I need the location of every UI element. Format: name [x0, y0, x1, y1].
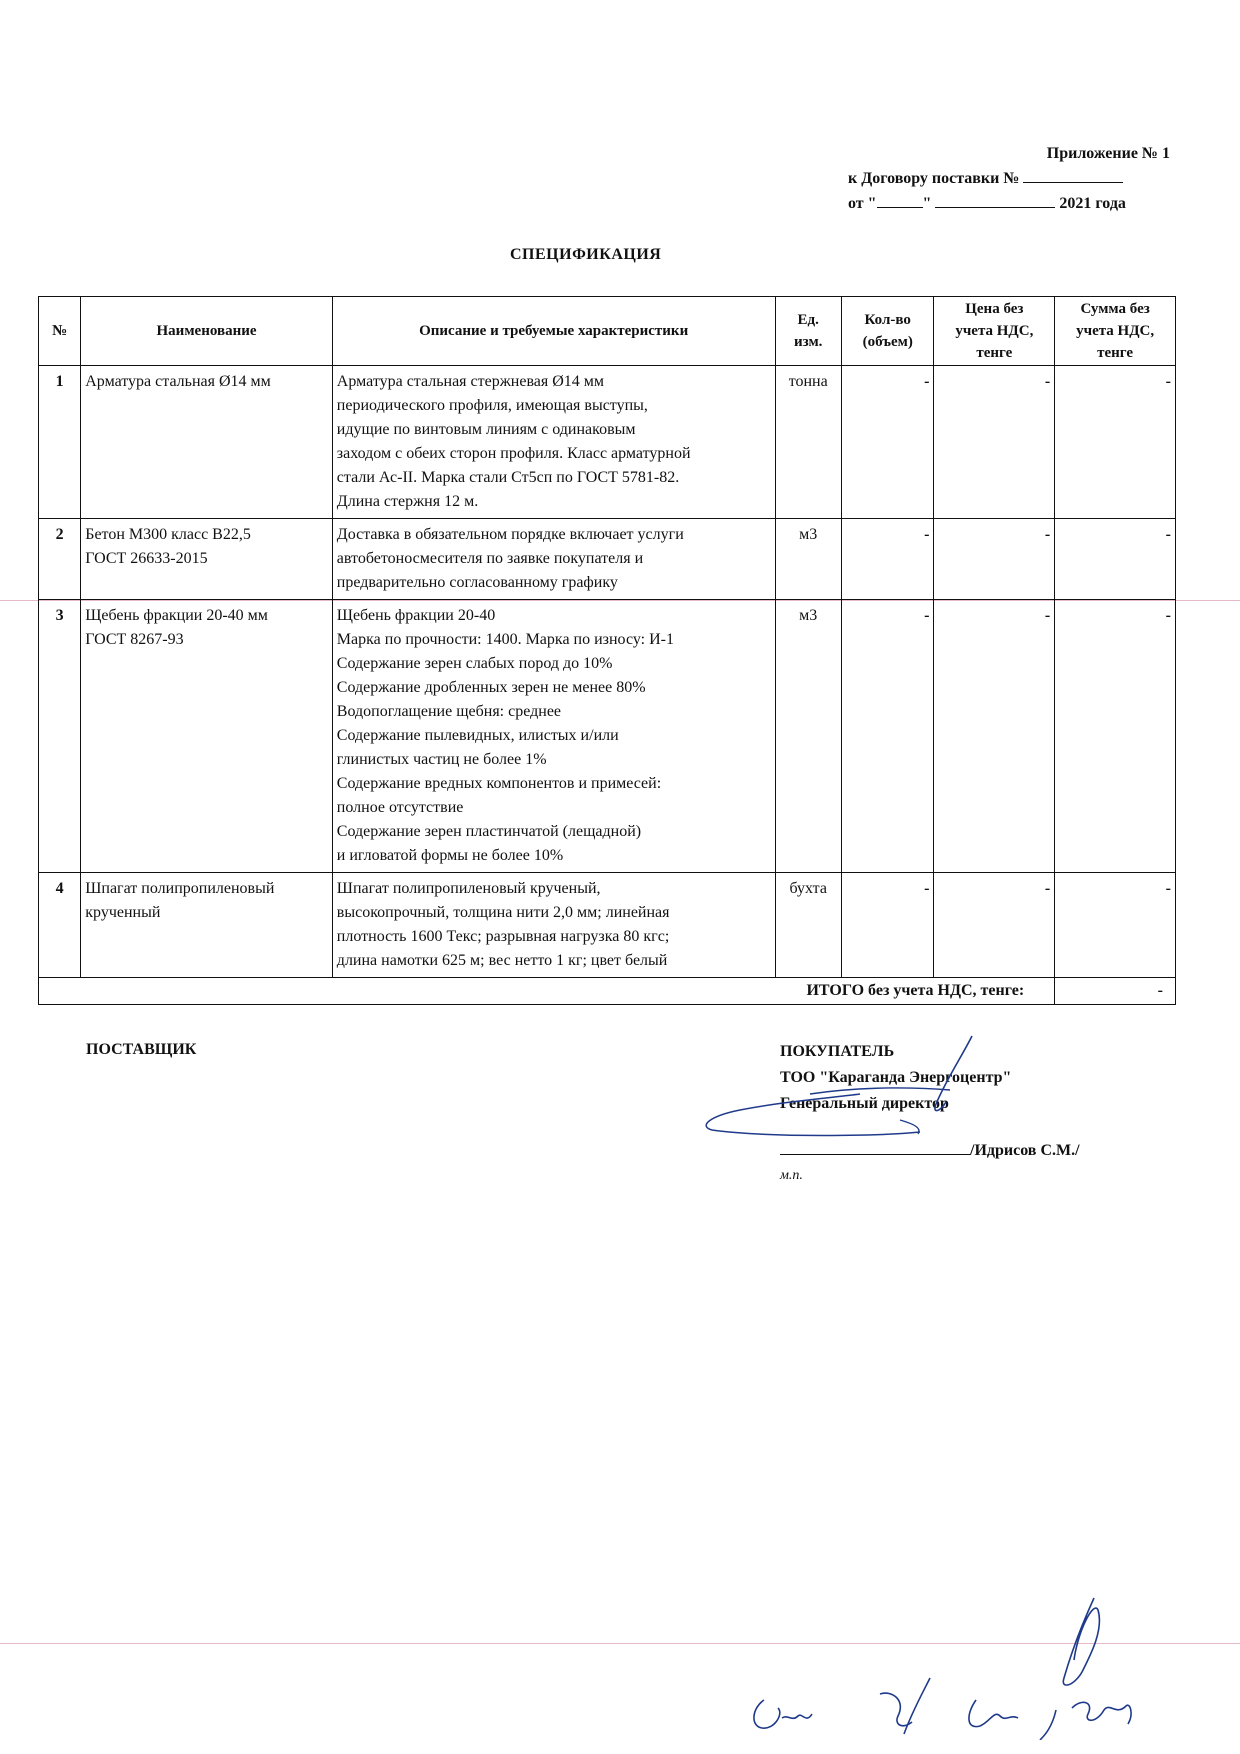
row-description-line: длина намотки 625 м; вес нетто 1 кг; цвет белый: [336, 952, 668, 969]
table-header-row: [39, 297, 1176, 366]
header-qty-line: (объем): [862, 334, 913, 350]
row-description-line: высокопрочный, толщина нити 2,0 мм; линейная: [336, 904, 670, 921]
row-description-line: автобетоносмесителя по заявке покупателя и: [336, 550, 644, 567]
row-unit: тонна: [775, 366, 841, 519]
contract-prefix: к Договору поставки №: [848, 170, 1020, 187]
row-description-line: Водопоглащение щебня: среднее: [336, 703, 562, 720]
header-price-line: учета НДС,: [955, 323, 1034, 339]
header-sum-line: Сумма без: [1080, 301, 1150, 317]
row-name-line: ГОСТ 8267-93: [85, 631, 184, 648]
header-price-line: тенге: [976, 345, 1013, 361]
row-description-line: и игловатой формы не более 10%: [336, 847, 564, 864]
table-row: [39, 600, 1176, 873]
page-initials-1: [744, 1688, 824, 1738]
header-description: Описание и требуемые характеристики: [332, 297, 775, 366]
date-day-blank: [877, 193, 923, 208]
buyer-position: Генеральный директор: [780, 1095, 949, 1112]
date-mid: ": [922, 195, 932, 212]
stamp-place-label: м.п.: [780, 1168, 803, 1183]
page-initials-2: [872, 1672, 952, 1742]
supplier-label: ПОСТАВЩИК: [86, 1041, 197, 1058]
row-description-line: Содержание дробленных зерен не менее 80%: [336, 679, 646, 696]
row-description-line: Содержание зерен пластинчатой (лещадной): [336, 823, 642, 840]
row-unit: м3: [775, 600, 841, 873]
row-description-line: Доставка в обязательном порядке включает услуги: [336, 526, 684, 543]
row-name-line: Шпагат полипропиленовый: [85, 880, 275, 897]
row-quantity: -: [841, 873, 934, 978]
row-name-line: Бетон М300 класс В22,5: [85, 526, 251, 543]
row-price: -: [934, 600, 1055, 873]
row-name: [81, 519, 333, 600]
row-name: [81, 366, 333, 519]
row-sum: -: [1055, 600, 1176, 873]
row-sum: -: [1055, 519, 1176, 600]
header-price-line: Цена без: [965, 301, 1024, 317]
row-description-line: периодического профиля, имеющая выступы,: [336, 397, 648, 414]
document-title: СПЕЦИФИКАЦИЯ: [510, 246, 662, 263]
page-initials-3: [960, 1690, 1030, 1740]
header-sum-line: тенге: [1097, 345, 1134, 361]
row-name-line: крученный: [85, 904, 161, 921]
row-description-line: предварительно согласованному графику: [336, 574, 618, 591]
row-unit: бухта: [775, 873, 841, 978]
row-name: [81, 600, 333, 873]
date-prefix: от ": [848, 195, 877, 212]
header-sum-line: учета НДС,: [1076, 323, 1155, 339]
row-price: -: [934, 873, 1055, 978]
row-number: 4: [39, 873, 81, 978]
specification-table: [38, 296, 1176, 1005]
row-quantity: -: [841, 600, 934, 873]
row-number: 2: [39, 519, 81, 600]
row-description-line: плотность 1600 Текс; разрывная нагрузка 80 кгс;: [336, 928, 670, 945]
row-description-line: Шпагат полипропиленовый крученый,: [336, 880, 601, 897]
table-row: [39, 366, 1176, 519]
row-description-line: полное отсутствие: [336, 799, 464, 816]
row-description-line: Марка по прочности: 1400. Марка по износу: И-1: [336, 631, 674, 648]
header-unit-line: изм.: [794, 334, 823, 350]
row-unit: м3: [775, 519, 841, 600]
header-name: Наименование: [81, 297, 333, 366]
row-description-line: Содержание зерен слабых пород до 10%: [336, 655, 613, 672]
annex-number: Приложение № 1: [1046, 145, 1170, 162]
buyer-signer-name: /Идрисов С.М./: [970, 1142, 1080, 1159]
table-row: [39, 519, 1176, 600]
row-description-line: идущие по винтовым линиям с одинаковым: [336, 421, 636, 438]
row-description-line: Содержание вредных компонентов и примесей:: [336, 775, 662, 792]
date-year: 2021 года: [1059, 195, 1126, 212]
row-price: -: [934, 519, 1055, 600]
row-description-line: заходом с обеих сторон профиля. Класс арматурной: [336, 445, 691, 462]
header-unit: [775, 297, 841, 366]
contract-number-blank: [1023, 168, 1123, 183]
header-num: №: [39, 297, 81, 366]
header-qty-line: Кол-во: [864, 312, 911, 328]
row-quantity: -: [841, 519, 934, 600]
row-name-line: Щебень фракции 20-40 мм: [85, 607, 268, 624]
buyer-label: ПОКУПАТЕЛЬ: [780, 1043, 895, 1060]
director-signature: [700, 1028, 990, 1153]
table-row: [39, 873, 1176, 978]
row-price: -: [934, 366, 1055, 519]
page-initials-4: [1034, 1590, 1144, 1740]
date-month-blank: [935, 193, 1055, 208]
row-description: [332, 873, 775, 978]
row-sum: -: [1055, 873, 1176, 978]
row-description-line: стали Ас-II. Марка стали Ст5сп по ГОСТ 5781-82.: [336, 469, 680, 486]
row-name: [81, 873, 333, 978]
header-price: [934, 297, 1055, 366]
row-quantity: -: [841, 366, 934, 519]
row-description: [332, 366, 775, 519]
row-description-line: Длина стержня 12 м.: [336, 493, 479, 510]
row-sum: -: [1055, 366, 1176, 519]
row-name-line: ГОСТ 26633-2015: [85, 550, 208, 567]
row-description-line: Щебень фракции 20-40: [336, 607, 496, 624]
row-description: [332, 519, 775, 600]
row-description-line: глинистых частиц не более 1%: [336, 751, 547, 768]
row-description-line: Арматура стальная стержневая Ø14 мм: [336, 373, 605, 390]
header-quantity: [841, 297, 934, 366]
header-sum: [1055, 297, 1176, 366]
row-description-line: Содержание пылевидных, илистых и/или: [336, 727, 619, 744]
row-number: 3: [39, 600, 81, 873]
total-row: [39, 978, 1176, 1005]
contract-date-line: [848, 191, 1170, 216]
buyer-organization: ТОО "Караганда Энергоцентр": [780, 1069, 1012, 1086]
annex-header: [848, 141, 1170, 216]
total-label: ИТОГО без учета НДС, тенге:: [39, 978, 1055, 1005]
row-name-line: Арматура стальная Ø14 мм: [85, 373, 271, 390]
total-value: -: [1055, 978, 1176, 1005]
row-number: 1: [39, 366, 81, 519]
contract-number-line: [848, 166, 1170, 191]
header-unit-line: Ед.: [797, 312, 819, 328]
row-description: [332, 600, 775, 873]
